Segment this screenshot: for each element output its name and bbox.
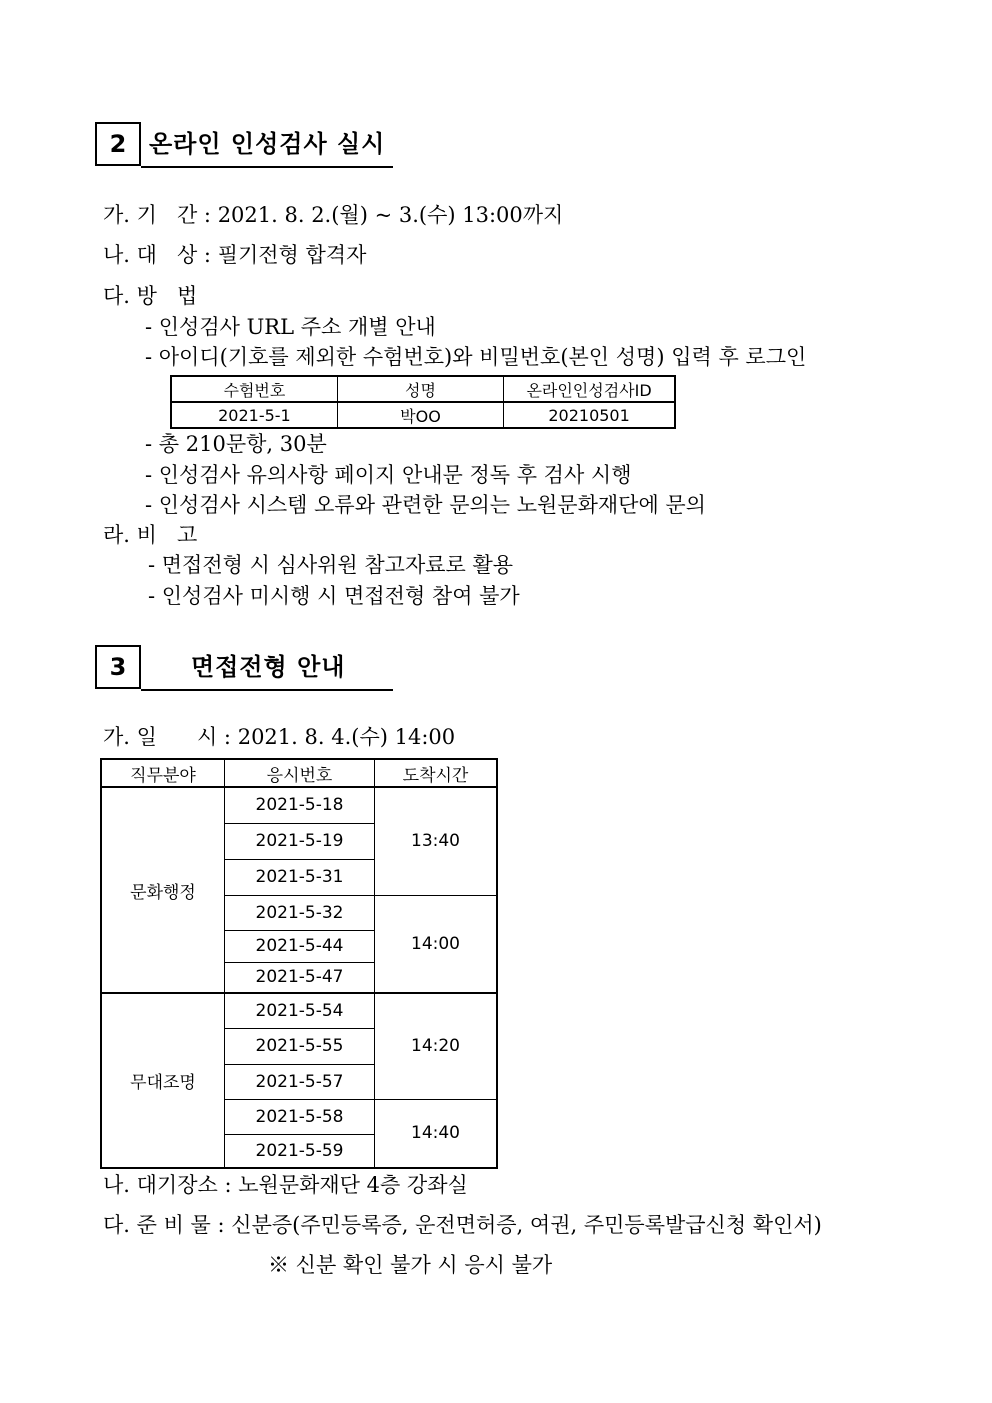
applicant-id-cell: 2021-5-55 — [225, 1028, 375, 1064]
applicant-id-cell: 2021-5-59 — [225, 1134, 375, 1168]
section-title: 온라인 인성검사 실시 — [141, 122, 393, 168]
applicant-id-cell: 2021-5-19 — [225, 823, 375, 859]
table-header-cell: 성명 — [337, 376, 503, 402]
date-line — [103, 724, 455, 750]
table-header-cell: 직무분야 — [101, 759, 225, 787]
table-row — [171, 402, 675, 428]
table-row — [101, 787, 497, 823]
table-header-cell: 도착시간 — [375, 759, 498, 787]
place-label: 나. 대기장소 : — [103, 1173, 232, 1197]
remark-item: - 인성검사 미시행 시 면접전형 참여 불가 — [148, 584, 520, 608]
applicant-id-cell: 2021-5-18 — [225, 787, 375, 823]
applicant-id-cell: 2021-5-31 — [225, 859, 375, 895]
applicant-id-cell: 2021-5-32 — [225, 895, 375, 930]
method-item: - 아이디(기호를 제외한 수험번호)와 비밀번호(본인 성명) 입력 후 로그인 — [145, 345, 807, 369]
applicant-id-cell: 2021-5-54 — [225, 993, 375, 1028]
table-cell: 20210501 — [504, 402, 675, 428]
field-cell: 무대조명 — [101, 993, 225, 1168]
method-item: - 인성검사 URL 주소 개별 안내 — [145, 315, 436, 339]
method-item: - 인성검사 유의사항 페이지 안내문 정독 후 검사 시행 — [145, 463, 632, 487]
table-header-row — [101, 759, 497, 787]
section-number: 3 — [95, 645, 141, 689]
date-label: 가. 일 시 : — [103, 725, 232, 749]
applicant-id-cell: 2021-5-44 — [225, 930, 375, 962]
items-value: 신분증(주민등록증, 운전면허증, 여권, 주민등록발급신청 확인서) — [231, 1213, 822, 1237]
arrival-time-cell: 13:40 — [375, 787, 498, 895]
target-value: 필기전형 합격자 — [217, 243, 367, 267]
applicant-id-cell: 2021-5-47 — [225, 962, 375, 993]
date-value: 2021. 8. 4.(수) 14:00 — [237, 725, 456, 749]
section-title: 면접전형 안내 — [141, 645, 393, 691]
table-header-cell: 응시번호 — [225, 759, 375, 787]
items-label: 다. 준 비 물 : — [103, 1213, 225, 1237]
period-value: 2021. 8. 2.(월) ~ 3.(수) 13:00까지 — [217, 203, 564, 227]
field-cell: 문화행정 — [101, 787, 225, 993]
period-line — [103, 202, 563, 228]
table-cell: 2021-5-1 — [171, 402, 337, 428]
applicant-id-cell: 2021-5-58 — [225, 1099, 375, 1134]
table-row — [101, 993, 497, 1028]
place-line — [103, 1172, 468, 1198]
section-number: 2 — [95, 122, 141, 166]
arrival-time-cell: 14:00 — [375, 895, 498, 993]
place-value: 노원문화재단 4층 강좌실 — [238, 1173, 468, 1197]
target-line — [103, 242, 366, 268]
applicant-id-cell: 2021-5-57 — [225, 1064, 375, 1099]
table-header-cell: 온라인인성검사ID — [504, 376, 675, 402]
notice-text: ※ 신분 확인 불가 시 응시 불가 — [268, 1253, 553, 1277]
interview-schedule-table — [100, 758, 498, 1169]
method-item: - 인성검사 시스템 오류와 관련한 문의는 노원문화재단에 문의 — [145, 493, 706, 517]
arrival-time-cell: 14:40 — [375, 1099, 498, 1168]
table-header-cell: 수험번호 — [171, 376, 337, 402]
remark-label: 라. 비 고 — [103, 523, 198, 547]
section-2-heading — [95, 122, 393, 168]
target-label: 나. 대 상 : — [103, 243, 211, 267]
method-item: - 총 210문항, 30분 — [145, 432, 327, 456]
period-label: 가. 기 간 : — [103, 203, 211, 227]
section-3-heading — [95, 645, 393, 691]
items-line — [103, 1212, 822, 1238]
table-header-row — [171, 376, 675, 402]
table-cell: 박OO — [337, 402, 503, 428]
arrival-time-cell: 14:20 — [375, 993, 498, 1099]
method-label: 다. 방 법 — [103, 284, 198, 308]
login-info-table — [170, 375, 676, 429]
remark-item: - 면접전형 시 심사위원 참고자료로 활용 — [148, 553, 514, 577]
